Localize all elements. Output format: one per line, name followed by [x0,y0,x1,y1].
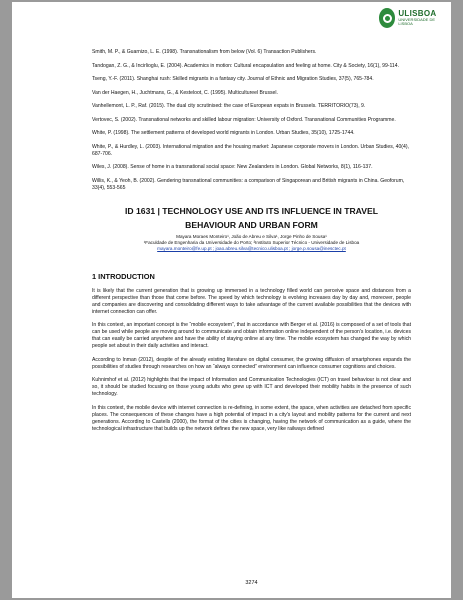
author-affiliations: ¹Faculdade de Engenharia da Universidade do Porto; ²Instituto Superior Técnico - Universidade de Lisboa [143,239,360,245]
body-paragraph: Kuhnimhof et al. (2012) highlights that the impact of Information and Communication Technologies (ICT) on travel behaviour is not clear and so, it should be studied focusing on those young adults who grew up with ICT and developed their mobility habits in the presence of such technology. [92,377,411,397]
author-list: Mayara Moraes Monteiro¹, João de Abreu e Silva¹, Jorge Pinho de Sousa¹ [176,233,327,239]
university-logo [379,8,441,28]
reference-entry: White, P., & Hurdley, L. (2003). International migration and the housing market: Japanese corporate movers in London. Urban Studies, 40(4), 687-706. [92,143,409,157]
reference-entry: Wiles, J. (2008). Sense of home in a transnational social space: New Zealanders in London. Global Networks, 8(1), 116-137. [92,164,373,170]
reference-entry: Vanhellemont, L. P., Raf. (2015). The dual city scrutinised: the case of European expats in Brussels. TERRITORIO(73), 9. [92,103,366,109]
logo-subtitle: UNIVERSIDADE DE LISBOA [398,17,436,26]
reference-entry: Van der Haegen, H., Juchtmans, G., & Kesteloot, C. (1995). Multicultureel Brussel. [92,89,278,96]
body-paragraph: In this context, an important concept is the “mobile ecosystem”, that in accordance with Berger et al. (2016) is composed of a set of tools that can be used while people are moving around to communicate and obtain information online independent of the person's location, i.e. devices that can easily be carried anywhere and have the ability of staying online at any time. The mobile ecosystem has changed the way by which people set about in their daily activities and interact. [92,322,411,349]
logo-name: ULISBOA [398,9,437,18]
body-paragraph: In this context, the mobile device with internet connection is re-defining, in some extent, the space, when activities are detached from specific places. The consequences of these changes have a high potential of impact in a city's layout and mobility patterns for the current and next generations. According to Castells (2000), the format of the cities is changing, having the network of communication as a guide, where the technological infrastructure that builds up the network defines the new space, very like railways defined [92,404,411,432]
reference-entry: Tandogan, Z. G., & Incirlioglu, E. (2004). Academics in motion: Cultural encapsulation and feeling at home. City & Society, 16(1), 99-114. [92,62,400,69]
reference-entry: White, P. (1998). The settlement patterns of developed world migrants in London. Urban Studies, 35(10), 1725-1744. [92,130,355,136]
reference-entry: Smith, M. P., & Guarnizo, L. E. (1998). Transnationalism from below (Vol. 6) Transaction Publishers. [92,49,317,55]
document-page [12,2,451,598]
reference-entry: Tseng, Y.-F. (2011). Shanghai rush: Skilled migrants in a fantasy city. Journal of Ethnic and Migration Studies, 37(5), 765-784. [92,76,374,82]
article-title [92,204,411,232]
author-emails[interactable]: mayara.monteiro@fe.up.pt ; joao.abreu.silva@tecnico.ulisboa.pt ; jorge.p.sousa@inesctec.pt [157,245,346,251]
reference-list [92,49,411,192]
reference-entry: Willis, K., & Yeoh, B. (2002). Gendering transnational communities: a comparison of Singaporean and British migrants in China. Geoforum, 33(4), 553-565 [92,177,405,191]
introduction-section [92,272,411,433]
body-paragraph: According to Inman (2012), despite of the already existing literature on digital consumer, the growing diffusion of smartphones expands the possibilities of studies through researches on how an “always connected” environment can influence consumer cognitions and choices. [92,356,411,370]
body-paragraph: It is likely that the current generation that is growing up immersed in a technology filled world can perceive space and distances from a different perspective than those that come before. The speed by which technology is evolving increases day by day and, moreover, people and companies are discovering and consolidating different ways to take advantage of the current available possibilities that the devices with internet connection can offer. [92,287,411,315]
section-heading: 1 INTRODUCTION [92,271,155,281]
page-number: 3274 [245,580,258,586]
reference-entry: Vertovec, S. (2002). Transnational networks and skilled labour migration: University of Oxford. Transnational Communities Programme. [92,116,396,123]
ulisboa-logo-icon [379,8,395,28]
article-title-line-2: BEHAVIOUR AND URBAN FORM [185,219,318,230]
article-title-line-1: ID 1631 | TECHNOLOGY USE AND ITS INFLUENCE IN TRAVEL [125,205,378,216]
